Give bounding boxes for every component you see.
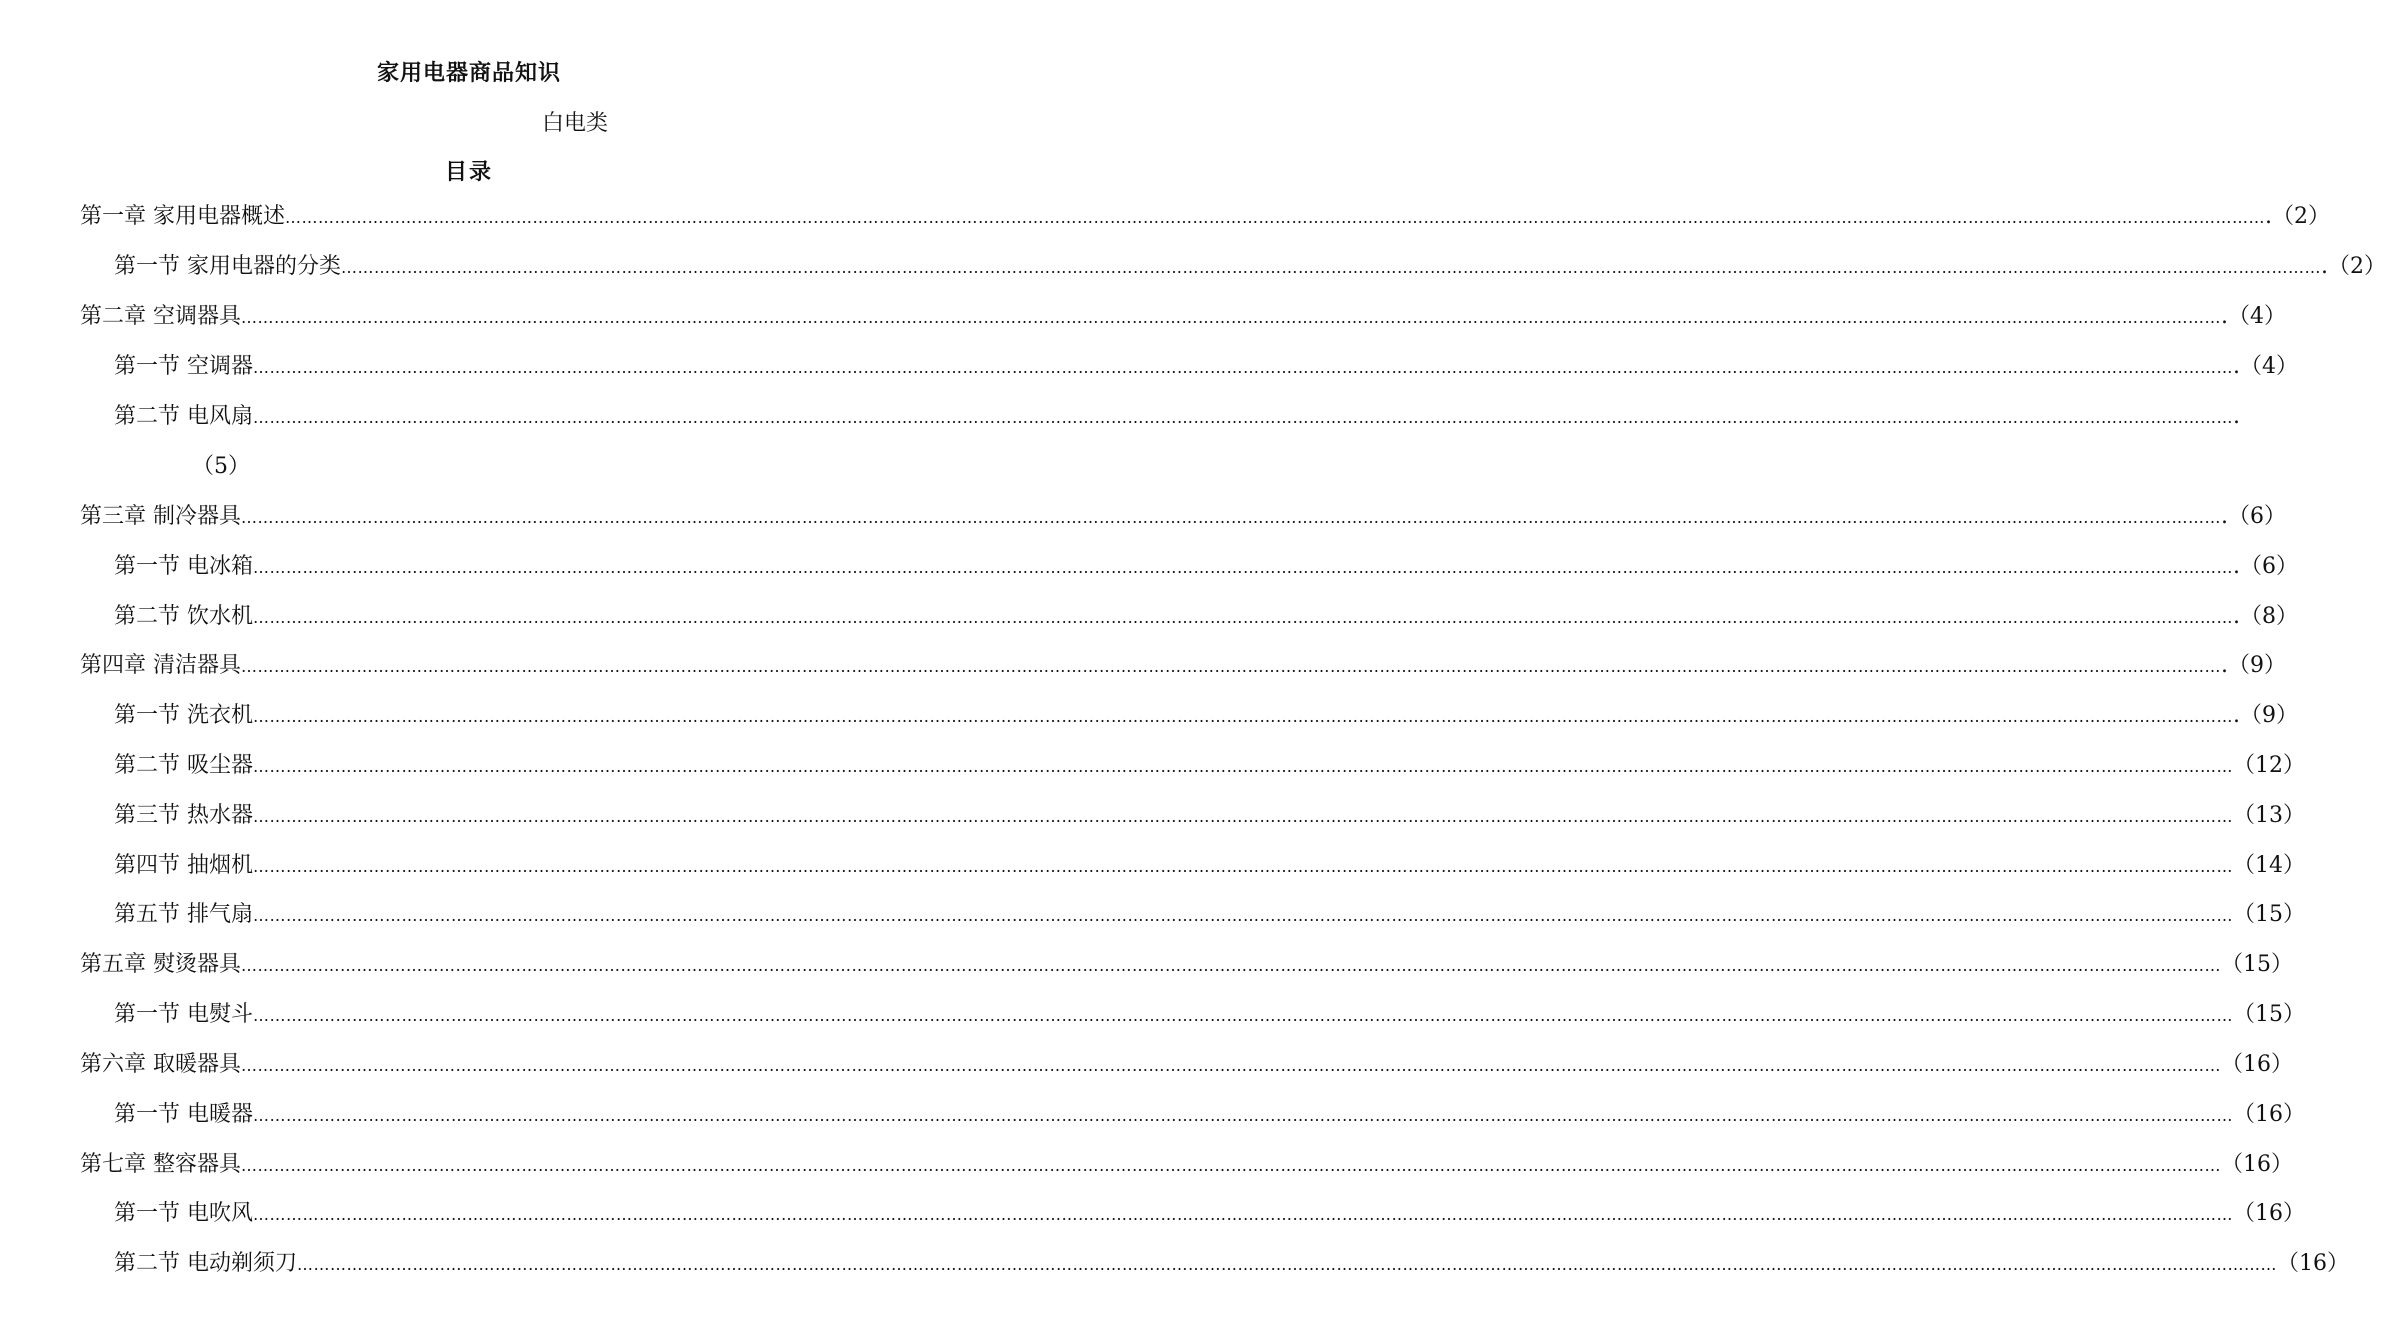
toc-entry-page: .（4） (2233, 354, 2298, 379)
toc-entry-label: 第一节 电冰箱 (114, 554, 253, 579)
toc-leader-dots: ……………………………………………………………………………………………………………………………………………………………………………………………………………………………………………………………………………………………………………………………… (285, 208, 2265, 227)
toc-entry-label: 第四节 抽烟机 (114, 853, 253, 878)
toc-entry-page: （13） (2233, 803, 2305, 828)
toc-entry[interactable] (114, 851, 2305, 881)
toc-entry[interactable] (114, 352, 2298, 382)
toc-entry-page: （16） (2221, 1152, 2293, 1177)
toc-entry[interactable] (114, 602, 2298, 632)
toc-entry-label: 第一章 家用电器概述 (80, 204, 285, 229)
toc-entry-label: 第三章 制冷器具 (80, 504, 241, 529)
toc-leader-dots: ……………………………………………………………………………………………………………………………………………………………………………………………………………………………………………………………………………………………………………………………… (297, 1255, 2277, 1274)
toc-leader-dots: ……………………………………………………………………………………………………………………………………………………………………………………………………………………………………………………………………………………………………………………………… (341, 258, 2321, 277)
toc-entry-label: 第五节 排气扇 (114, 902, 253, 927)
toc-entry[interactable] (114, 701, 2298, 731)
toc-entry-page: .（6） (2233, 554, 2298, 579)
toc-entry[interactable] (114, 801, 2305, 831)
toc-entry[interactable] (80, 302, 2286, 332)
toc-entry-label: 第三节 热水器 (114, 803, 253, 828)
toc-entry[interactable] (114, 900, 2305, 930)
toc-entry[interactable] (80, 1050, 2293, 1080)
toc-entry[interactable] (80, 202, 2330, 232)
toc-leader-dots: ……………………………………………………………………………………………………………………………………………………………………………………………………………………………………………………………………………………………………………………………… (241, 1056, 2221, 1075)
toc-entry-page: .（2） (2321, 254, 2386, 279)
toc-leader-dots: ……………………………………………………………………………………………………………………………………………………………………………………………………………………………………………………………………………………………………………………………… (241, 1156, 2221, 1175)
toc-entry-label: 第一节 空调器 (114, 354, 253, 379)
toc-leader-dots: ……………………………………………………………………………………………………………………………………………………………………………………………………………………………………………………………………………………………………………………………… (253, 857, 2233, 876)
toc-entry[interactable] (114, 1000, 2305, 1030)
toc-entry-page: .（9） (2221, 653, 2286, 678)
toc-leader-dots: ……………………………………………………………………………………………………………………………………………………………………………………………………………………………………………………………………………………………………………………………… (253, 1106, 2233, 1125)
toc-entry-label: 第一节 洗衣机 (114, 703, 253, 728)
toc-leader-dots: ……………………………………………………………………………………………………………………………………………………………………………………………………………………………………………………………………………………………………………………………… (241, 956, 2221, 975)
toc-leader-dots: ……………………………………………………………………………………………………………………………………………………………………………………………………………………………………………………………………………………………………………………………… (241, 657, 2221, 676)
toc-entry-page: .（6） (2221, 504, 2286, 529)
toc-entry-label: 第一节 电吹风 (114, 1201, 253, 1226)
document-subtitle: 白电类 (542, 111, 609, 136)
toc-entry-page: .（9） (2233, 703, 2298, 728)
toc-leader-dots: ……………………………………………………………………………………………………………………………………………………………………………………………………………………………………………………………………………………………………………………………… (253, 1006, 2233, 1025)
toc-leader-dots: ……………………………………………………………………………………………………………………………………………………………………………………………………………………………………………………………………………………………………………………………… (253, 707, 2233, 726)
toc-entry-page: （15） (2233, 1002, 2305, 1027)
toc-entry-label: 第二节 电风扇 (114, 404, 253, 429)
toc-entry-label: 第一节 家用电器的分类 (114, 254, 341, 279)
document-title: 家用电器商品知识 (376, 60, 561, 86)
toc-entry[interactable] (114, 252, 2386, 282)
toc-entry[interactable] (114, 402, 2240, 432)
toc-entry-label: 第六章 取暖器具 (80, 1052, 241, 1077)
toc-entry-label: 第二节 饮水机 (114, 604, 253, 629)
toc-entry[interactable] (114, 1199, 2305, 1229)
toc-entry-label: 第二节 电动剃须刀 (114, 1251, 297, 1276)
toc-entry[interactable] (80, 651, 2286, 681)
toc-leader-dots: ……………………………………………………………………………………………………………………………………………………………………………………………………………………………………………………………………………………………………………………………… (253, 358, 2233, 377)
toc-heading: 目录 (444, 159, 493, 185)
toc-entry-page: （16） (2277, 1251, 2349, 1276)
toc-entry-label: 第一节 电熨斗 (114, 1002, 253, 1027)
toc-leader-dots: ……………………………………………………………………………………………………………………………………………………………………………………………………………………………………………………………………………………………………………………………… (241, 308, 2221, 327)
toc-entry[interactable] (80, 1150, 2293, 1180)
toc-entry[interactable] (114, 1249, 2349, 1279)
toc-entry-page: （12） (2233, 753, 2305, 778)
toc-entry[interactable] (80, 950, 2293, 980)
toc-entry[interactable] (114, 552, 2298, 582)
toc-leader-dots: ……………………………………………………………………………………………………………………………………………………………………………………………………………………………………………………………………………………………………………………………… (253, 408, 2233, 427)
toc-entry[interactable] (114, 751, 2305, 781)
toc-entry-label: 第一节 电暖器 (114, 1102, 253, 1127)
toc-entry-label: 第四章 清洁器具 (80, 653, 241, 678)
toc-entry-label: 第二节 吸尘器 (114, 753, 253, 778)
toc-entry-page: （15） (2221, 952, 2293, 977)
toc-leader-dots: ……………………………………………………………………………………………………………………………………………………………………………………………………………………………………………………………………………………………………………………………… (253, 757, 2233, 776)
toc-entry-label: 第二章 空调器具 (80, 304, 241, 329)
toc-entry-page: （15） (2233, 902, 2305, 927)
toc-leader-dots: ……………………………………………………………………………………………………………………………………………………………………………………………………………………………………………………………………………………………………………………………… (253, 608, 2233, 627)
toc-entry-page-wrapped: （5） (192, 454, 250, 479)
toc-entry-page: （14） (2233, 853, 2305, 878)
toc-entry-page: .（4） (2221, 304, 2286, 329)
toc-entry-page: .（2） (2265, 204, 2330, 229)
toc-leader-dots: ……………………………………………………………………………………………………………………………………………………………………………………………………………………………………………………………………………………………………………………………… (241, 508, 2221, 527)
toc-entry[interactable] (80, 502, 2286, 532)
toc-leader-dots: ……………………………………………………………………………………………………………………………………………………………………………………………………………………………………………………………………………………………………………………………… (253, 558, 2233, 577)
toc-entry-page: （16） (2233, 1102, 2305, 1127)
toc-entry-label: 第五章 熨烫器具 (80, 952, 241, 977)
toc-entry-label: 第七章 整容器具 (80, 1152, 241, 1177)
toc-entry[interactable] (114, 1100, 2305, 1130)
toc-entry-page: . (2233, 404, 2240, 429)
toc-leader-dots: ……………………………………………………………………………………………………………………………………………………………………………………………………………………………………………………………………………………………………………………………… (253, 906, 2233, 925)
toc-entry-page: （16） (2221, 1052, 2293, 1077)
toc-leader-dots: ……………………………………………………………………………………………………………………………………………………………………………………………………………………………………………………………………………………………………………………………… (253, 1205, 2233, 1224)
toc-entry-page: （16） (2233, 1201, 2305, 1226)
toc-entry-page: .（8） (2233, 604, 2298, 629)
toc-leader-dots: ……………………………………………………………………………………………………………………………………………………………………………………………………………………………………………………………………………………………………………………………… (253, 807, 2233, 826)
